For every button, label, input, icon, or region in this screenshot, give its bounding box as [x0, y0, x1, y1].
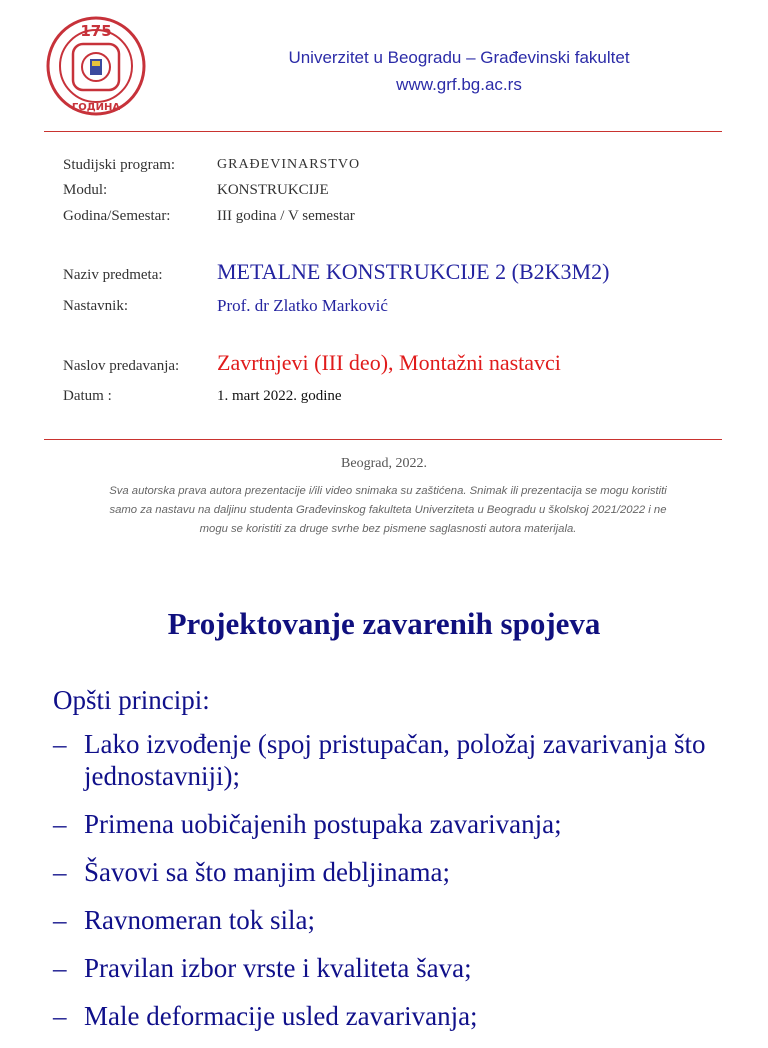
- program-value: GRAĐEVINARSTVO: [217, 157, 361, 172]
- principles-list: [53, 728, 753, 1032]
- website-link[interactable]: www.grf.bg.ac.rs: [396, 75, 522, 94]
- subject-label: Naziv predmeta:: [63, 267, 163, 283]
- list-item: [53, 728, 753, 792]
- slide-title: Projektovanje zavarenih spojeva: [167, 606, 601, 641]
- university-header: [150, 44, 768, 98]
- logo-number: 175: [80, 22, 112, 40]
- list-item: [53, 904, 753, 936]
- copyright-notice: [48, 482, 728, 539]
- list-item-text: Primena uobičajenih postupaka zavarivanja;: [84, 809, 562, 839]
- copyright-line: samo za nastavu na daljinu studenta Građevinskog fakulteta Univerziteta u Beogradu u školskoj 2021/2022 i ne: [109, 504, 667, 516]
- subject-value: METALNE KONSTRUKCIJE 2 (B2K3M2): [217, 259, 610, 284]
- logo-caption: ГОДИНА: [71, 102, 121, 113]
- list-item-text: Male deformacije usled zavarivanja;: [84, 1001, 478, 1031]
- list-item: [53, 952, 753, 984]
- copyright-line: mogu se koristiti za druge svrhe bez pismene saglasnosti autora materijala.: [199, 523, 577, 535]
- module-label: Modul:: [63, 182, 108, 198]
- top-divider: [44, 131, 722, 132]
- university-name: Univerzitet u Beogradu – Građevinski fakultet: [288, 48, 630, 67]
- date-value: 1. mart 2022. godine: [217, 388, 342, 404]
- bullet-dash: –: [53, 809, 67, 839]
- list-item-text: Pravilan izbor vrste i kvaliteta šava;: [84, 953, 472, 983]
- bullet-dash: –: [53, 953, 67, 983]
- module-value: KONSTRUKCIJE: [217, 182, 329, 198]
- list-item-text: Lako izvođenje (spoj pristupačan, položaj zavarivanja što jednostavniji);: [84, 729, 706, 791]
- list-item: [53, 1000, 753, 1032]
- teacher-value: Prof. dr Zlatko Marković: [217, 296, 388, 315]
- bullet-dash: –: [53, 729, 67, 759]
- principles-heading: Opšti principi:: [53, 685, 210, 715]
- bottom-divider: [44, 439, 722, 440]
- bullet-dash: –: [53, 1001, 67, 1031]
- city-year: Beograd, 2022.: [341, 456, 427, 471]
- lecture-title: Zavrtnjevi (III deo), Montažni nastavci: [217, 350, 561, 375]
- bullet-dash: –: [53, 857, 67, 887]
- list-item-text: Šavovi sa što manjim debljinama;: [84, 857, 450, 887]
- copyright-line: Sva autorska prava autora prezentacije i/ili video snimaka su zaštićena. Snimak ili prezentacija se mogu koristiti: [109, 485, 667, 497]
- date-label: Datum :: [63, 388, 112, 404]
- year-value: III godina / V semestar: [217, 208, 355, 224]
- lecture-label: Naslov predavanja:: [63, 358, 180, 374]
- principles-section: [53, 684, 753, 1048]
- university-logo: [45, 14, 147, 118]
- list-item: [53, 808, 753, 840]
- list-item-text: Ravnomeran tok sila;: [84, 905, 315, 935]
- list-item: [53, 856, 753, 888]
- teacher-label: Nastavnik:: [63, 298, 128, 314]
- program-label: Studijski program:: [63, 157, 176, 173]
- year-label: Godina/Semestar:: [63, 208, 171, 224]
- bullet-dash: –: [53, 905, 67, 935]
